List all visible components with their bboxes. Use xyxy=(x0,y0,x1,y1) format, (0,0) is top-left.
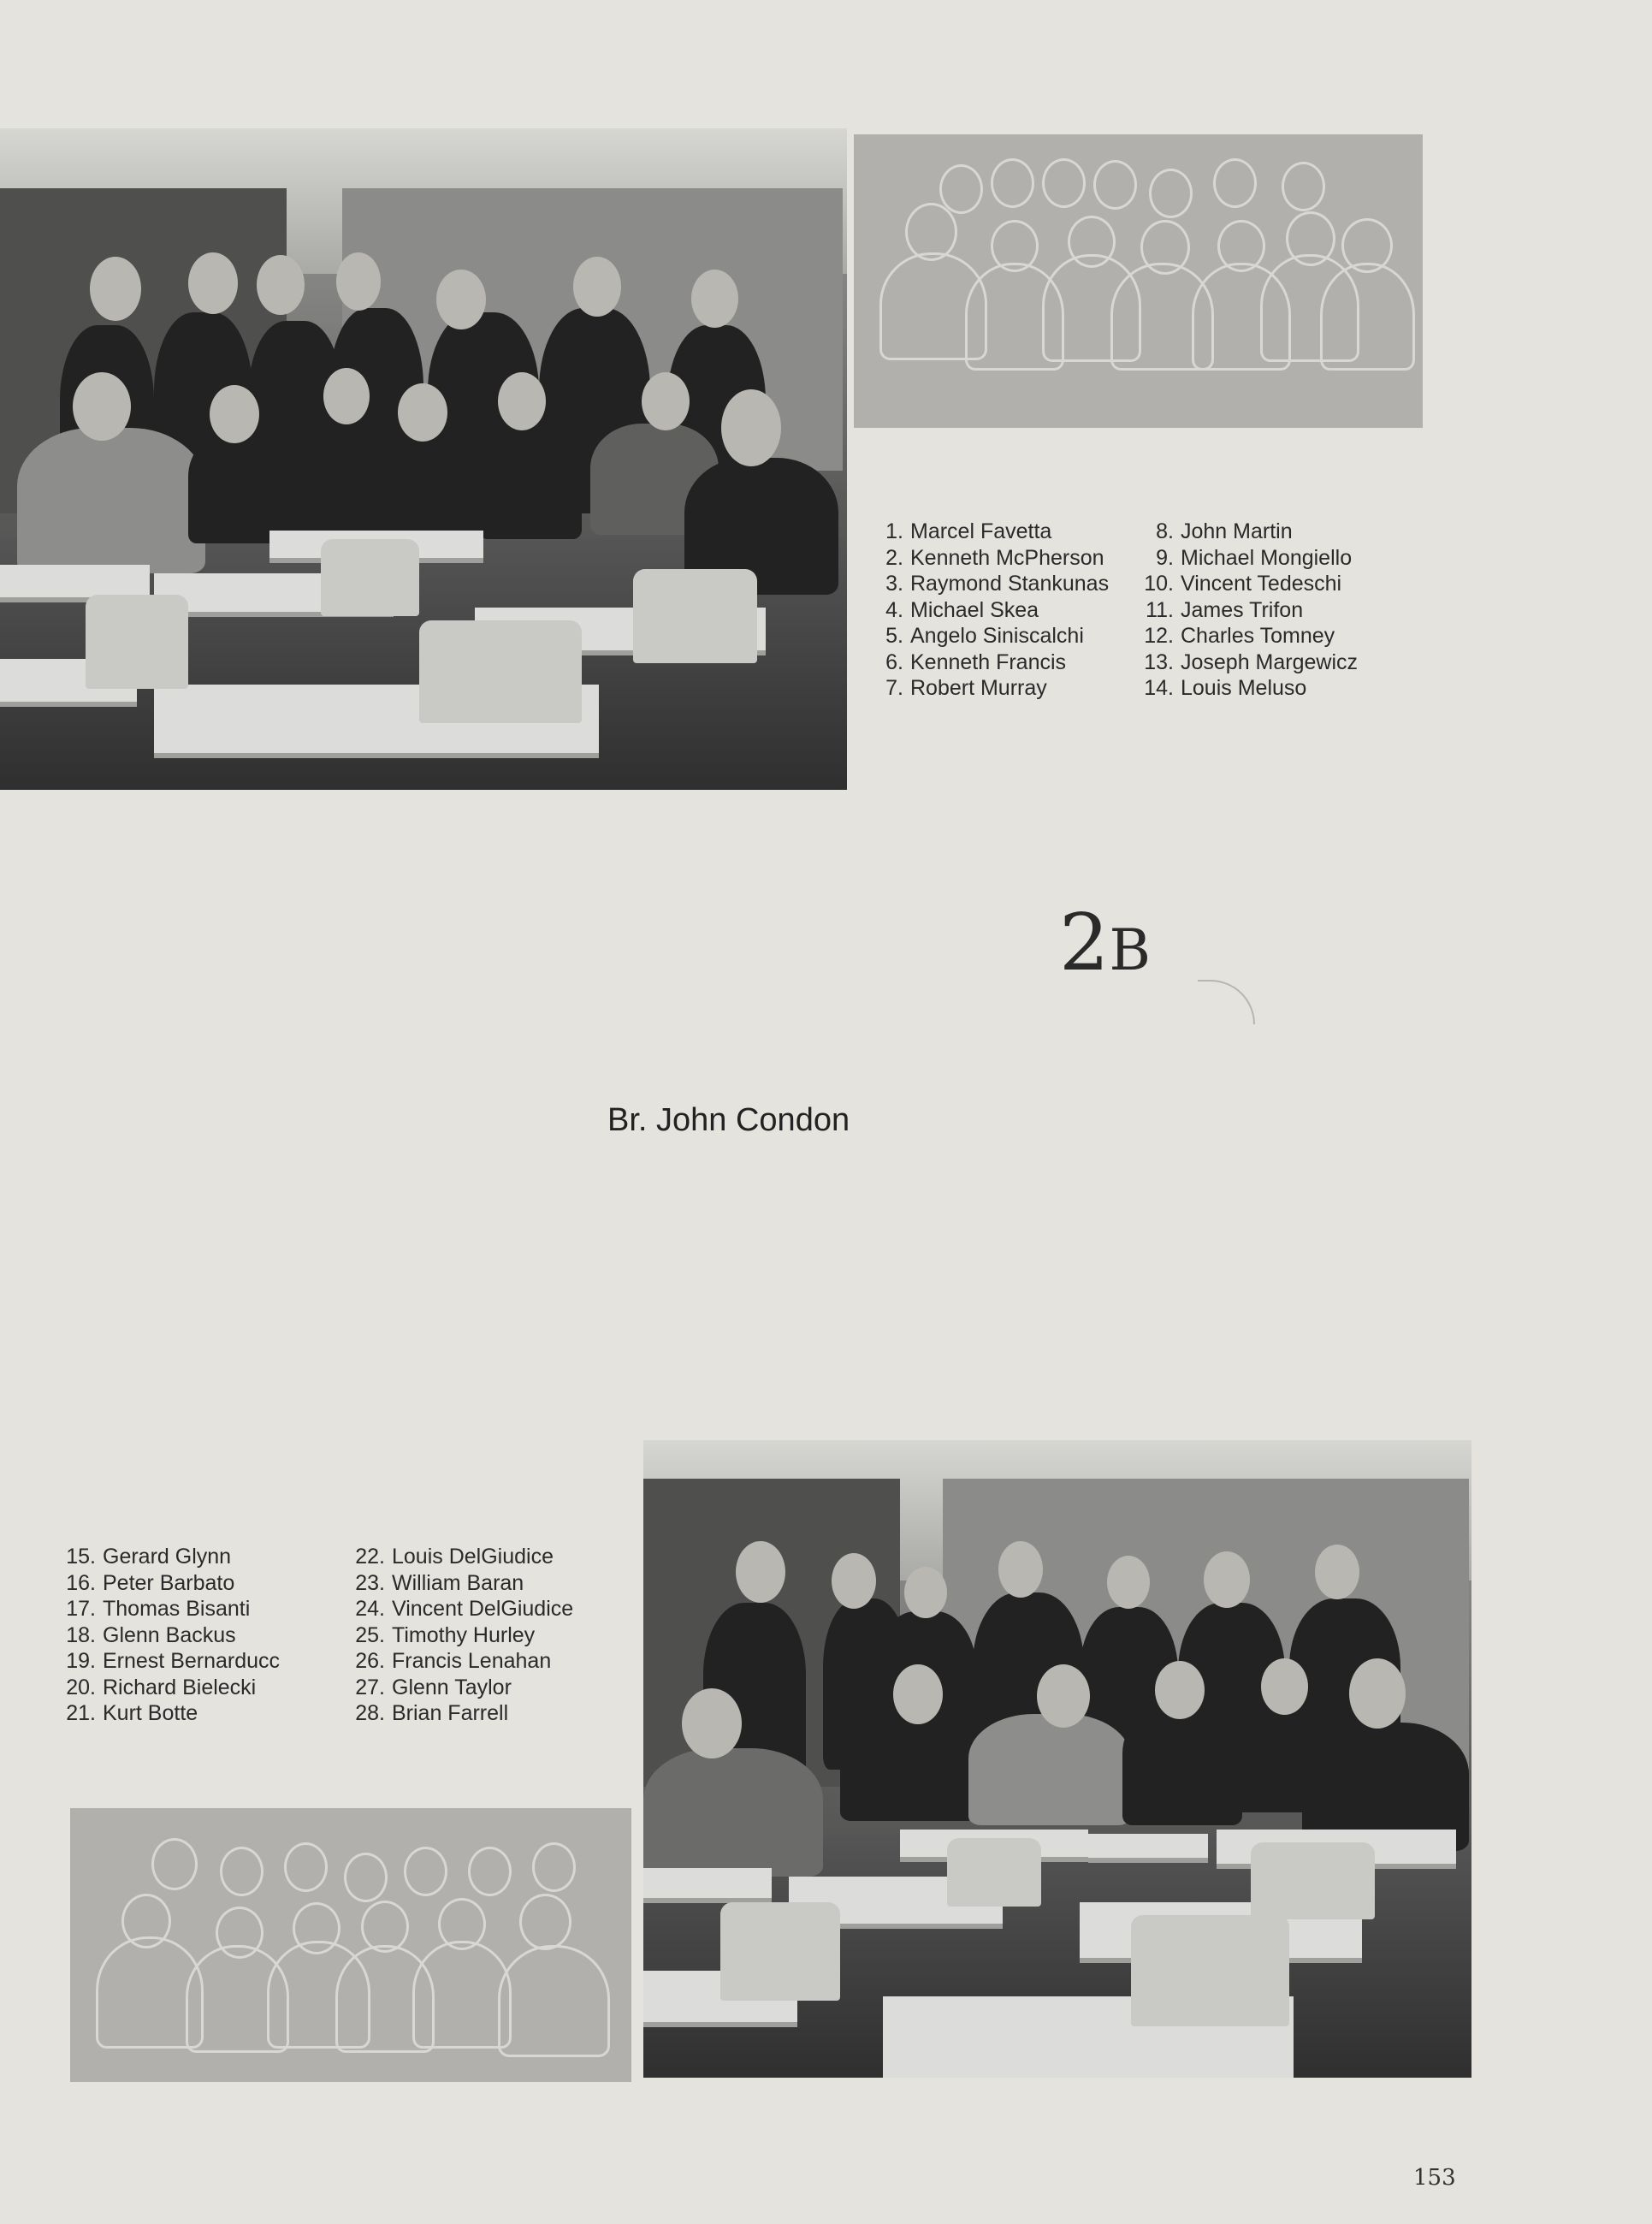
name-entry: 12. Charles Tomney xyxy=(1144,624,1335,648)
name-entry: 19. Ernest Bernarducc xyxy=(66,1649,281,1673)
name-entry: 13. Joseph Margewicz xyxy=(1144,649,1359,674)
name-entry: 24. Vincent DelGiudice xyxy=(355,1597,574,1621)
name-entry: 10. Vincent Tedeschi xyxy=(1144,572,1342,596)
name-entry: 1. Marcel Favetta xyxy=(885,519,1052,543)
name-entry: 5. Angelo Siniscalchi xyxy=(885,624,1084,648)
name-entry: 8. John Martin xyxy=(1156,519,1293,543)
name-entry: 11. James Trifon xyxy=(1146,597,1304,622)
name-entry: 18. Glenn Backus xyxy=(66,1622,236,1647)
name-entry: 4. Michael Skea xyxy=(885,597,1039,622)
name-key-diagram-bottom xyxy=(70,1808,631,2082)
name-entry: 20. Richard Bielecki xyxy=(66,1675,257,1699)
name-entry: 22. Louis DelGiudice xyxy=(355,1545,554,1569)
name-entry: 17. Thomas Bisanti xyxy=(66,1597,251,1621)
name-entry: 14. Louis Meluso xyxy=(1144,676,1307,700)
teacher-name: Br. John Condon xyxy=(607,1102,850,1138)
name-entry: 6. Kenneth Francis xyxy=(885,649,1067,674)
name-entry: 26. Francis Lenahan xyxy=(355,1649,552,1673)
name-entry: 16. Peter Barbato xyxy=(66,1570,235,1595)
name-entry: 23. William Baran xyxy=(355,1570,524,1595)
name-entry: 9. Michael Mongiello xyxy=(1156,545,1353,570)
page-number: 153 xyxy=(1413,2165,1456,2191)
class-photo-top xyxy=(0,128,847,790)
name-entry: 21. Kurt Botte xyxy=(66,1701,198,1725)
name-key-diagram-top xyxy=(854,134,1423,428)
class-label: 2B xyxy=(1059,897,1152,988)
name-entry: 27. Glenn Taylor xyxy=(355,1675,512,1699)
name-entry: 28. Brian Farrell xyxy=(355,1701,509,1725)
name-entry: 25. Timothy Hurley xyxy=(355,1622,536,1647)
pencil-mark xyxy=(1198,980,1255,1024)
name-entry: 2. Kenneth McPherson xyxy=(885,545,1104,570)
name-entry: 7. Robert Murray xyxy=(885,676,1047,700)
name-entry: 15. Gerard Glynn xyxy=(66,1545,232,1569)
name-list-bottom-left xyxy=(63,1544,280,1727)
name-list-top-left xyxy=(871,519,1109,702)
class-photo-bottom xyxy=(643,1440,1471,2078)
name-list-bottom-right xyxy=(352,1544,573,1727)
name-entry: 3. Raymond Stankunas xyxy=(885,572,1110,596)
name-list-top-right xyxy=(1134,519,1358,702)
